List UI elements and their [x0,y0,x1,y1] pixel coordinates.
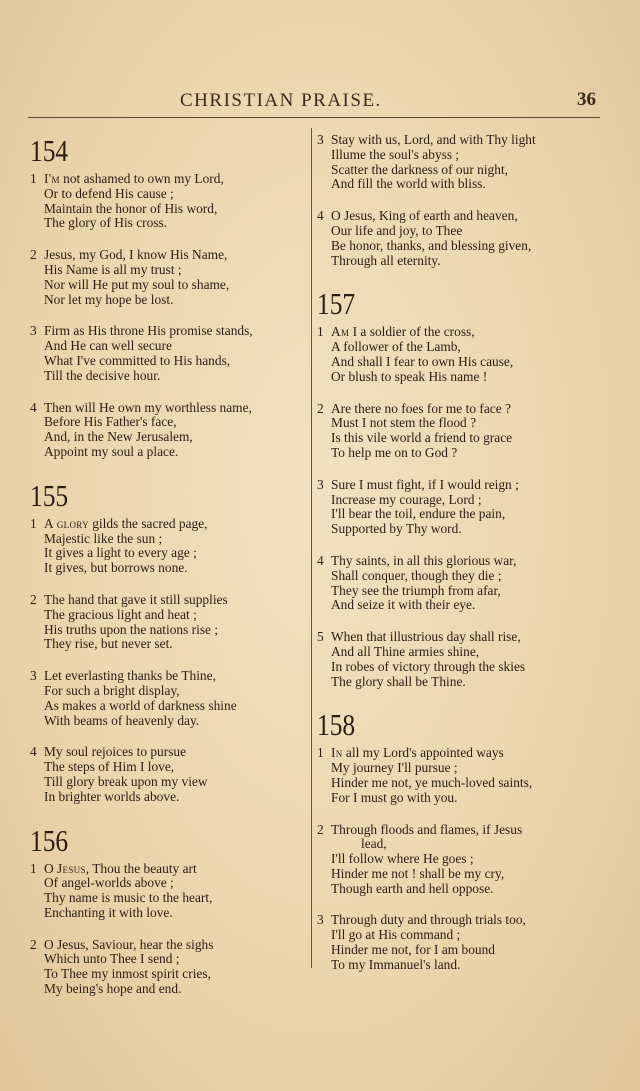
verse-line: Scatter the darkness of our night, [331,161,509,177]
stanza-number: 3 [30,668,37,684]
stanza-number: 2 [30,591,37,607]
verse-line: Maintain the honor of His word, [44,200,218,216]
stanza [317,554,597,613]
verse-line: For such a bright display, [44,682,180,698]
verse-line [317,554,597,569]
verse-line [30,593,308,608]
verse-line: And shall I fear to own His cause, [331,353,514,369]
verse-line [317,402,597,417]
verse-line [30,669,308,684]
verse-line: Thy name is music to the heart, [44,890,213,906]
verse-line: Hinder me not, ye much-loved saints, [331,774,533,790]
stanza-number: 2 [317,400,324,416]
stanza [30,324,308,383]
stanza-number: 4 [317,552,324,568]
verse-line [30,401,308,416]
stanza [317,478,597,537]
verse-line: His Name is all my trust ; [44,261,182,277]
verse-line: His truths upon the nations rise ; [44,621,219,637]
hymn-154 [30,132,308,460]
verse-text: Stay with us, Lord, and with Thy light [331,132,536,147]
hymn-number: 155 [30,477,69,513]
verse-text: Through duty and through trials too, [331,912,526,928]
verse-line: And, in the New Jerusalem, [44,429,193,445]
stanza [317,823,597,897]
hymn-158 [317,706,597,972]
verse-line [30,938,308,953]
verse-line: To help me on to God ? [331,444,458,460]
verse-line: Nor will He put my soul to shame, [44,276,230,292]
verse-text: all my Lord's appointed ways [342,745,504,761]
verse-text: Jesus, my God, I know His Name, [44,247,228,263]
verse-line: Our life and joy, to Thee [331,222,463,238]
verse-line: A follower of the Lamb, [331,339,461,355]
header-rule [28,117,600,118]
first-word: I'm [44,171,60,186]
verse-text: not ashamed to own my Lord, [59,171,224,186]
stanza-number: 3 [317,132,324,147]
verse-line: And fill the world with bliss. [331,176,486,192]
verse-line [30,517,308,532]
verse-line [317,209,597,224]
verse-text: O Jesus, King of earth and heaven, [331,208,518,224]
verse-line: And seize it with their eye. [331,597,476,613]
stanza [30,669,308,728]
verse-line: I'll bear the toil, endure the pain, [331,506,506,522]
stanza-number: 5 [317,629,324,645]
left-column [30,128,308,1014]
stanza [317,913,597,972]
hymn-number: 156 [30,822,69,858]
stanza-number: 1 [317,324,324,340]
stanza-number: 1 [30,860,37,876]
right-column [317,128,597,990]
stanza-number: 4 [317,208,324,224]
stanza-number: 2 [30,936,37,952]
verse-text: O Jesus, Saviour, hear the sighs [44,936,214,952]
verse-text: When that illustrious day shall rise, [331,629,521,645]
stanza [30,172,308,231]
verse-line [30,248,308,263]
verse-line: Through all eternity. [331,252,441,268]
stanza-number: 3 [317,912,324,928]
stanza [317,630,597,689]
verse-line: Though earth and hell oppose. [331,880,494,896]
verse-line: Illume the soul's abyss ; [331,146,460,162]
verse-line: The gracious light and heat ; [44,606,197,622]
verse-line: The glory shall be Thine. [331,673,466,689]
hymn-156-continued [317,133,597,268]
stanza [30,248,308,307]
verse-line: Is this vile world a friend to grace [331,430,513,446]
verse-line: Which unto Thee I send ; [44,951,180,967]
verse-line: My journey I'll pursue ; [331,760,458,776]
verse-line: To my Immanuel's land. [331,956,461,972]
hymn-155 [30,477,308,805]
verse-line: The steps of Him I love, [44,759,175,775]
verse-text: My soul rejoices to pursue [44,744,187,760]
verse-text: Sure I must fight, if I would reign ; [331,476,519,492]
verse-text: I a soldier of the cross, [349,324,475,340]
verse-line: Hinder me not ! shall be my cry, [331,865,505,881]
verse-line: Hinder me not, for I am bound [331,942,495,958]
stanza [30,401,308,460]
stanza [317,402,597,461]
verse-line [30,172,308,187]
verse-line [317,325,597,340]
verse-line: Or to defend His cause ; [44,185,174,201]
first-word: Am [331,324,350,340]
running-title: CHRISTIAN PRAISE. [180,90,382,111]
verse-line: Enchanting it with love. [44,904,173,920]
verse-line: Be honor, thanks, and blessing given, [331,237,532,253]
verse-line: Or blush to speak His name ! [331,368,488,384]
hymn-number: 154 [30,133,69,168]
verse-text: gilds the sacred page, [88,515,208,531]
stanza [30,745,308,804]
page-header [0,0,640,124]
stanza-number: 1 [317,745,324,761]
verse-text: Firm as His throne His promise stands, [44,323,253,339]
verse-line: My being's hope and end. [44,981,182,997]
verse-line [317,823,597,838]
verse-text: Then will He own my worthless name, [44,399,252,415]
verse-line: It gives a light to every age ; [44,545,197,561]
hymn-156 [30,822,308,997]
verse-line: In brighter worlds above. [44,788,180,804]
verse-line: Till the decisive hour. [44,367,161,383]
first-word: A glory [44,515,89,531]
column-divider [311,128,312,968]
verse-line: Supported by Thy word. [331,521,462,537]
verse-text: Thy saints, in all this glorious war, [331,552,517,568]
stanza [30,862,308,921]
verse-line: They rise, but never set. [44,636,173,652]
verse-line: Nor let my hope be lost. [44,291,174,307]
stanza [317,746,597,805]
verse-text: , Thou the beauty art [85,860,197,876]
verse-line: To Thee my inmost spirit cries, [44,966,211,982]
stanza [30,517,308,576]
verse-line: What I've committed to His hands, [44,352,231,368]
stanza-number: 4 [30,399,37,415]
verse-line [30,862,308,877]
verse-text: The hand that gave it still supplies [44,591,228,607]
verse-line: Till glory break upon my view [44,773,208,789]
verse-line: Increase my courage, Lord ; [331,491,482,507]
verse-line [317,913,597,928]
verse-line: Appoint my soul a place. [44,443,179,459]
stanza-number: 2 [30,247,37,263]
verse-line: As makes a world of darkness shine [44,697,237,713]
verse-line: They see the triumph from afar, [331,582,501,598]
page-number: 36 [577,89,596,110]
verse-line: Shall conquer, though they die ; [331,567,502,583]
stanza-number: 1 [30,171,37,186]
verse-line: I'll go at His command ; [331,927,461,943]
stanza [317,325,597,384]
verse-line [317,746,597,761]
verse-line [317,630,597,645]
verse-text: Are there no foes for me to face ? [331,400,511,416]
first-word: Jesus [57,860,86,876]
verse-line: With beams of heavenly day. [44,712,200,728]
hymn-157 [317,285,597,689]
verse-line: Of angel-worlds above ; [44,875,174,891]
stanza [30,593,308,652]
verse-line: Must I not stem the flood ? [331,415,477,431]
stanza [30,938,308,997]
verse-line: It gives, but borrows none. [44,560,188,576]
stanza [317,133,597,192]
stanza-number: 1 [30,515,37,531]
verse-line: The glory of His cross. [44,215,168,231]
stanza [317,209,597,268]
stanza-number: 2 [317,821,324,837]
verse-line: For I must go with you. [331,789,458,805]
stanza-number: 3 [30,323,37,339]
first-word: In [331,745,343,761]
verse-line: I'll follow where He goes ; [331,851,474,867]
verse-line: In robes of victory through the skies [331,658,526,674]
verse-text: Let everlasting thanks be Thine, [44,668,216,684]
stanza-number: 3 [317,476,324,492]
verse-line [30,745,308,760]
hymn-number: 158 [317,707,356,743]
verse-line: lead, [361,836,387,852]
verse-line [30,324,308,339]
stanza-number: 4 [30,744,37,760]
verse-line: Before His Father's face, [44,414,177,430]
verse-line [317,133,597,148]
hymn-number: 157 [317,286,356,322]
verse-line: And all Thine armies shine, [331,643,480,659]
verse-line [317,478,597,493]
verse-text: Through floods and flames, if Jesus [331,821,523,837]
verse-text: O [44,860,58,876]
verse-line: Majestic like the sun ; [44,530,163,546]
verse-line: And He can well secure [44,338,172,354]
